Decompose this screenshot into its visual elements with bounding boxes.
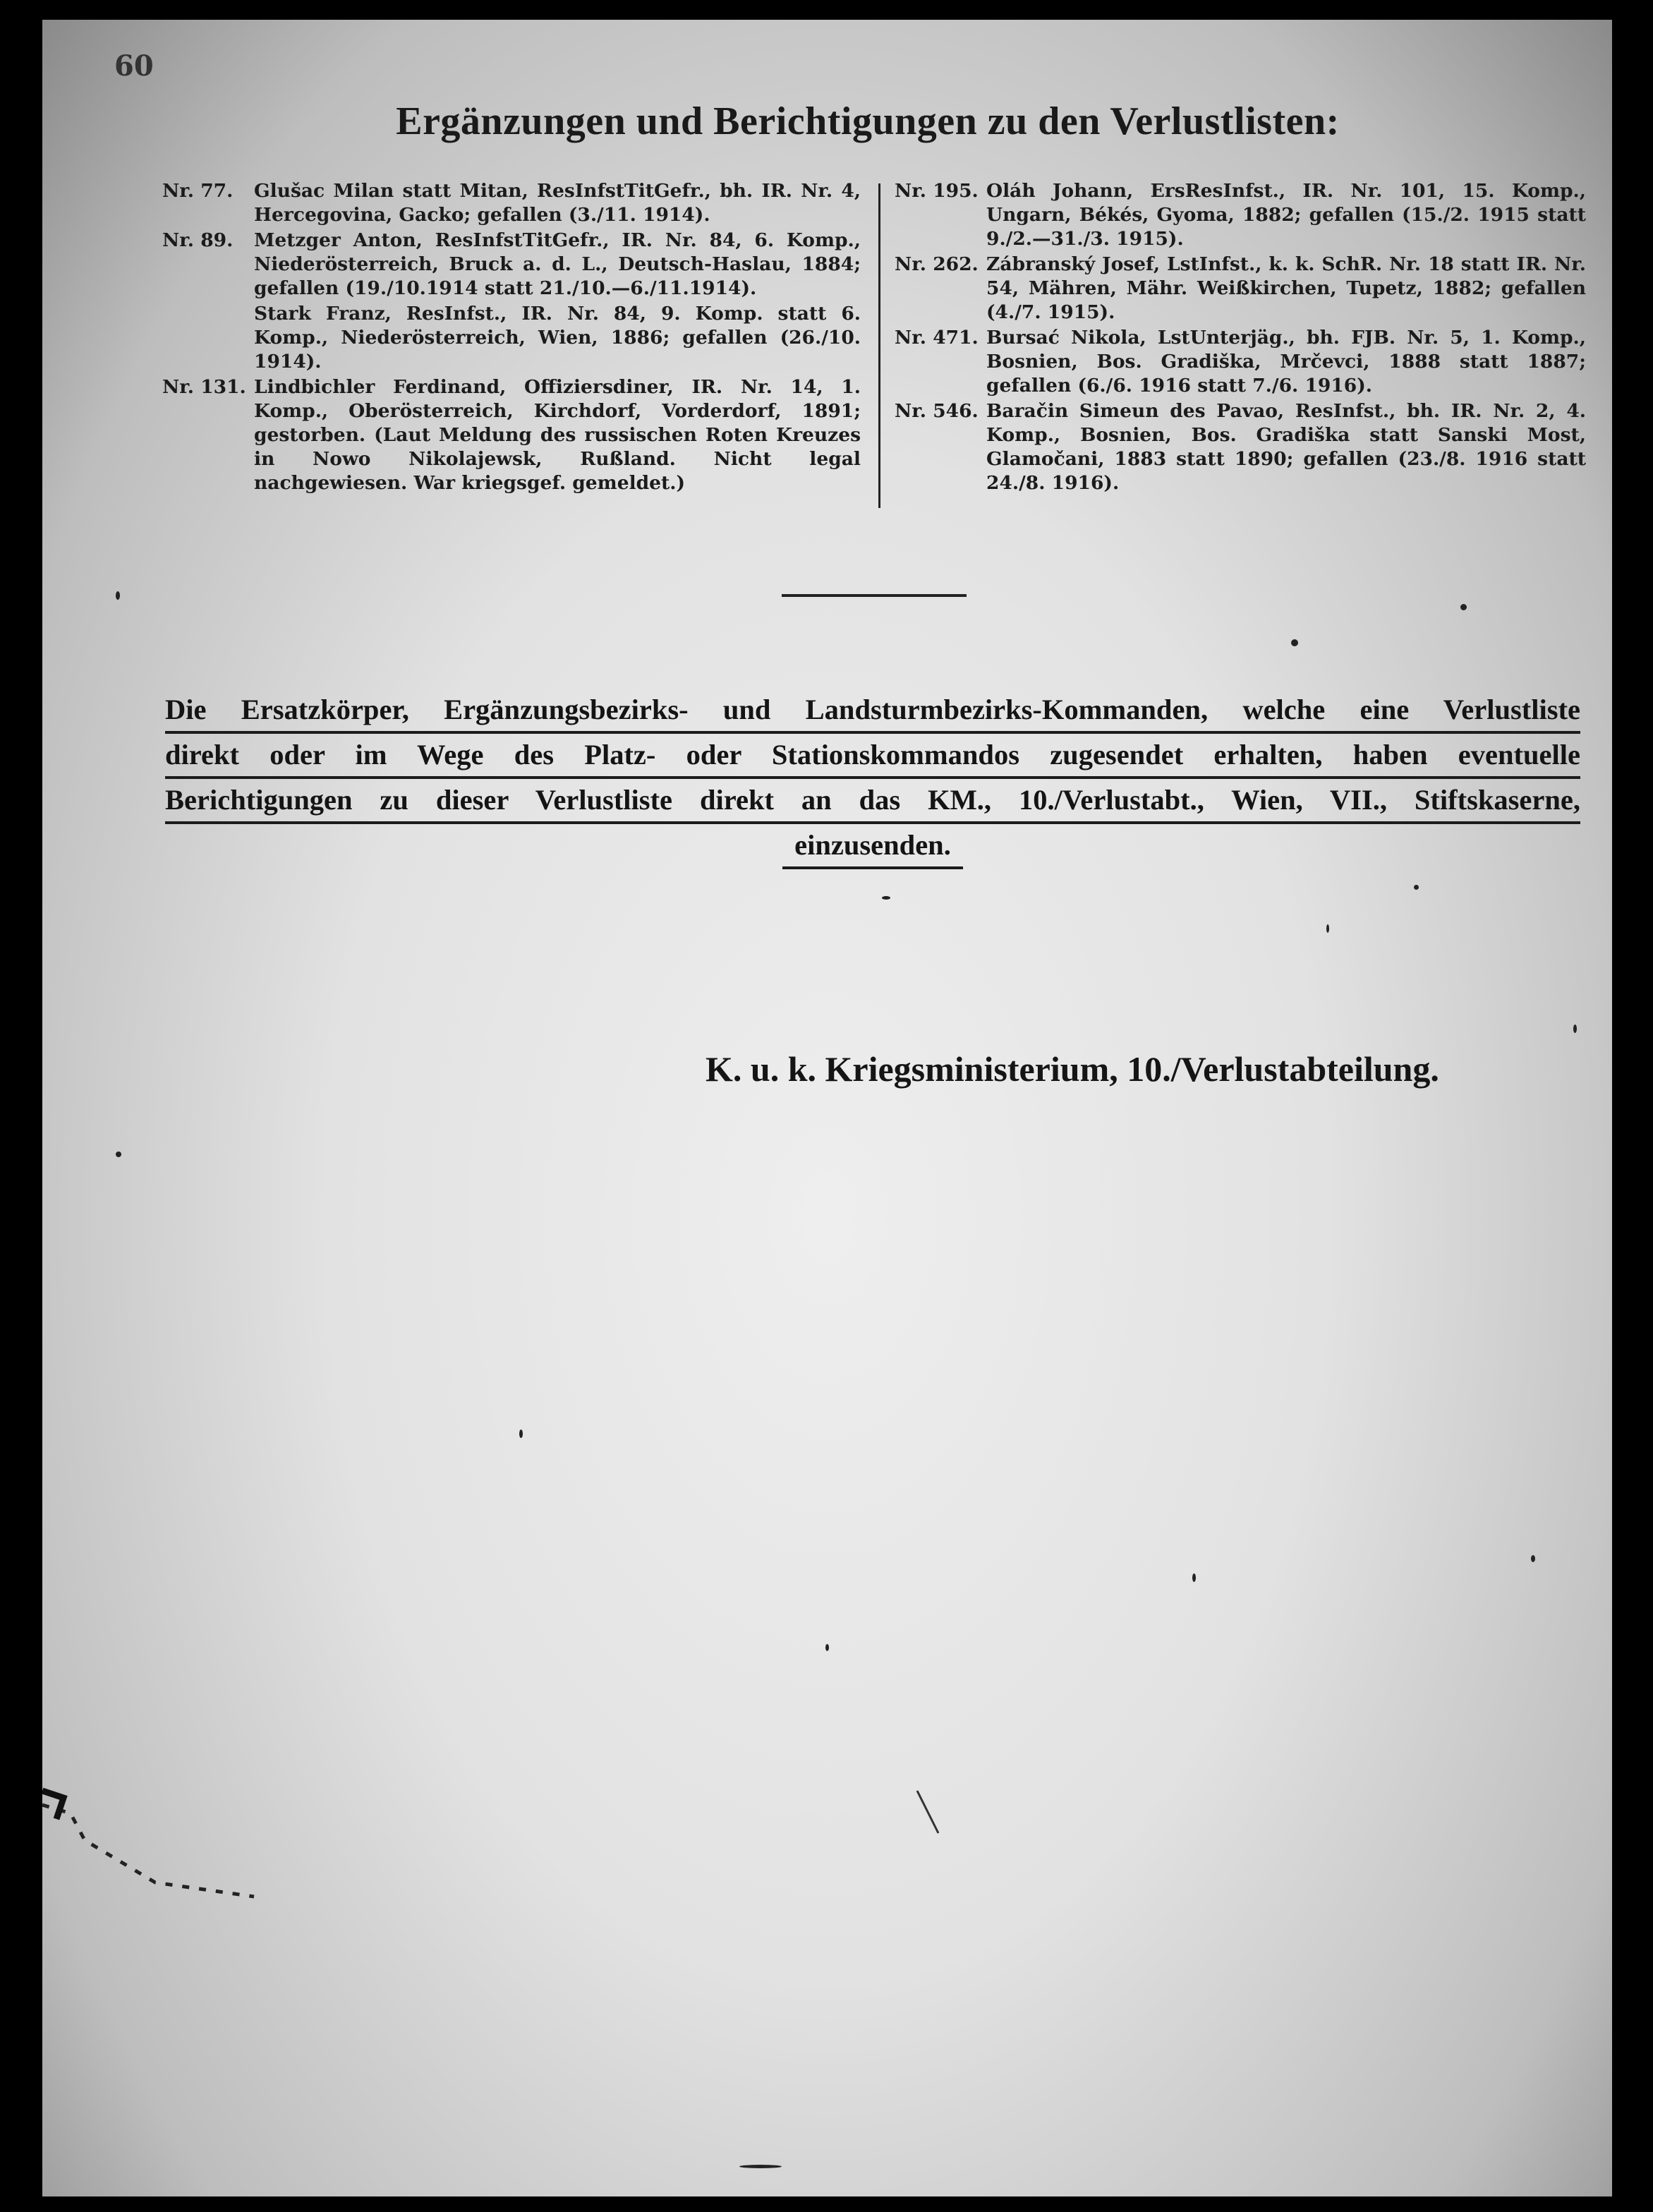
entry-number: Nr. 546. xyxy=(895,400,979,422)
paper-crease xyxy=(42,1748,959,2144)
list-entry xyxy=(895,179,1586,251)
entry-text: Baračin Simeun des Pavao, ResInfst., bh. IR. Nr. 2, 4. Komp., Bosnien, Bos. Gradiška statt Sanski Most, Glamočani, 1883 statt 1890; gefallen (23./8. 1916 statt 24./8. 1916). xyxy=(986,400,1586,494)
scan-speck xyxy=(519,1430,523,1438)
scan-speck xyxy=(1414,885,1419,890)
entry-number: Nr. 89. xyxy=(162,229,234,251)
entry-number: Nr. 131. xyxy=(162,376,246,398)
entry-text: Lindbichler Ferdinand, Offiziersdiner, IR. Nr. 14, 1. Komp., Oberösterreich, Kirchdorf, Vorderdorf, 1891; gestorben. (Laut Meldung des russischen Roten Kreuzes in Nowo Nikolajewsk, Rußland. Nicht legal nachgewiesen. War kriegsgef. gemeldet.) xyxy=(254,376,861,494)
entry-text: Zábranský Josef, LstInfst., k. k. SchR. Nr. 18 statt IR. Nr. 54, Mähren, Mähr. Weißkirchen, Tupetz, 1882; gefallen (4./7. 1915). xyxy=(986,253,1586,323)
scan-speck xyxy=(1192,1573,1196,1582)
notice-line: Berichtigungen zu dieser Verlustliste direkt an das KM., 10./Verlustabt., Wien, VII., Stiftskaserne, xyxy=(165,779,1580,824)
page-title: Ergänzungen und Berichtigungen zu den Verlustlisten: xyxy=(396,99,1340,143)
scan-speck xyxy=(116,591,120,600)
notice-line: Die Ersatzkörper, Ergänzungsbezirks- und Landsturmbezirks-Kommanden, welche eine Verlustliste xyxy=(165,689,1580,734)
column-divider xyxy=(878,183,880,508)
scan-speck xyxy=(882,896,890,900)
scan-speck xyxy=(739,2165,782,2168)
list-entry xyxy=(895,326,1586,398)
scan-speck xyxy=(1291,639,1298,646)
entry-text: Glušac Milan statt Mitan, ResInfstTitGefr., bh. IR. Nr. 4, Hercegovina, Gacko; gefallen (3./11. 1914). xyxy=(254,180,861,226)
left-column xyxy=(162,179,861,497)
page-number: 60 xyxy=(114,49,154,83)
entry-number: Nr. 471. xyxy=(895,327,979,349)
list-entry xyxy=(162,375,861,495)
notice-line: direkt oder im Wege des Platz- oder Stationskommandos zugesendet erhalten, haben eventuelle xyxy=(165,734,1580,779)
section-rule xyxy=(782,594,967,597)
notice-paragraph xyxy=(165,689,1580,869)
entry-text: Bursać Nikola, LstUnterjäg., bh. FJB. Nr. 5, 1. Komp., Bosnien, Bos. Gradiška, Mrčevci, 1888 statt 1887; gefallen (6./6. 1916 statt 7./6. 1916). xyxy=(986,327,1586,397)
list-entry xyxy=(162,179,861,227)
scan-speck xyxy=(116,1152,121,1157)
right-column xyxy=(895,179,1586,497)
list-entry xyxy=(162,229,861,301)
entry-text: Oláh Johann, ErsResInfst., IR. Nr. 101, 15. Komp., Ungarn, Békés, Gyoma, 1882; gefallen (15./2. 1915 statt 9./2.—31./3. 1915). xyxy=(986,180,1586,250)
entry-text: Metzger Anton, ResInfstTitGefr., IR. Nr. 84, 6. Komp., Niederösterreich, Bruck a. d. L., Deutsch-Haslau, 1884; gefallen (19./10.1914 statt 21./10.—6./11.1914). xyxy=(254,229,861,299)
entry-text: Stark Franz, ResInfst., IR. Nr. 84, 9. Komp. statt 6. Komp., Niederösterreich, Wien, 1886; gefallen (26./10. 1914). xyxy=(254,303,861,373)
entry-number: Nr. 195. xyxy=(895,180,979,202)
entry-number: Nr. 262. xyxy=(895,253,979,275)
scan-speck xyxy=(1460,604,1467,610)
scan-speck xyxy=(1531,1555,1535,1562)
scan-speck xyxy=(1326,924,1329,933)
list-entry xyxy=(895,253,1586,325)
scan-speck xyxy=(1573,1025,1577,1033)
notice-line: einzusenden. xyxy=(782,824,963,869)
scanned-page xyxy=(42,20,1612,2196)
signature-line: K. u. k. Kriegsministerium, 10./Verlustabteilung. xyxy=(706,1049,1439,1089)
list-entry xyxy=(162,302,861,374)
scan-speck xyxy=(825,1644,829,1651)
list-entry xyxy=(895,399,1586,495)
entry-number: Nr. 77. xyxy=(162,180,234,202)
